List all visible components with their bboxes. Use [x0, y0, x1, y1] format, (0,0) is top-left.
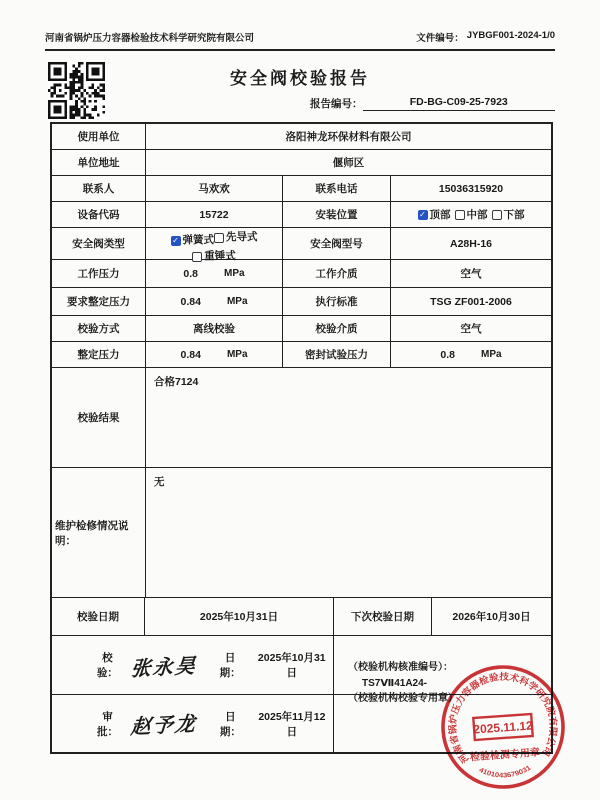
table-row: [52, 316, 551, 342]
valve-model-label: 安全阀型号: [283, 228, 391, 259]
next-date-value: 2026年10月30日: [452, 611, 531, 623]
table-row: [52, 176, 551, 202]
seal-pressure-label: 密封试验压力: [283, 342, 391, 367]
page-title: 安全阀校验报告: [230, 69, 370, 88]
maintenance-label: 维护检修情况说明：: [52, 468, 146, 597]
verify-signature: 张永昊: [129, 652, 198, 681]
table-row: [52, 150, 551, 176]
table-row: [52, 342, 551, 368]
stamp-number: 4101043679031: [477, 764, 532, 780]
install-option-bottom: [492, 207, 525, 222]
install-option-label: 下部: [503, 209, 525, 221]
table-row: [52, 694, 551, 752]
maintenance-value: 无: [154, 476, 165, 488]
test-medium-label: 校验介质: [283, 316, 391, 341]
next-date-label: 下次校验日期: [334, 598, 432, 635]
phone-label: 联系电话: [283, 176, 391, 201]
table-row: [52, 260, 551, 288]
install-option-label: 中部: [466, 209, 488, 221]
valve-type-pilot: [214, 230, 258, 246]
report-number-value: FD-BG-C09-25-7923: [363, 96, 556, 111]
table-row: [52, 598, 551, 636]
standard-label: 执行标准: [283, 288, 391, 315]
table-row: [52, 636, 551, 704]
table-row: [52, 124, 551, 150]
report-number: [310, 96, 555, 111]
result-label: 校验结果: [52, 368, 146, 467]
approve-label: 审批：: [96, 710, 118, 738]
valve-type-label: 安全阀类型: [52, 228, 146, 259]
pressure-number: 0.8: [183, 267, 199, 280]
work-medium-label: 工作介质: [283, 260, 391, 287]
verify-sign-date: 2025年10月31日: [257, 652, 326, 679]
valve-type-option-label: 先导式: [226, 231, 258, 243]
phone-value: 15036315920: [438, 182, 504, 195]
device-code-label: 设备代码: [52, 202, 146, 227]
device-code-value: 15722: [146, 202, 283, 227]
pressure-number: 0.8: [440, 348, 456, 361]
stamp-label: 检验检测专用章: [469, 747, 541, 764]
table-row: [52, 288, 551, 316]
address-label: 单位地址: [52, 150, 146, 175]
set-pressure-value: [146, 342, 283, 367]
verify-date-value: 2025年10月31日: [145, 598, 334, 635]
org-code-label: （校验机构核准编号）：: [348, 662, 453, 673]
table-row: [52, 468, 551, 598]
pressure-unit: MPa: [226, 296, 248, 307]
method-value: 离线校验: [146, 316, 283, 341]
page-header: [45, 30, 555, 51]
contact-label: 联系人: [52, 176, 146, 201]
req-set-pressure-label: 要求整定压力: [52, 288, 146, 315]
table-row: [52, 228, 551, 260]
checkbox-checked-icon: [418, 210, 428, 220]
company-name: 河南省锅炉压力容器检验技术科学研究院有限公司: [45, 33, 255, 44]
verify-signature-cell: [52, 636, 334, 694]
stamp-ring-text: 河南省锅炉压力容器检验技术科学研究院有限公司: [447, 671, 559, 765]
svg-text:4101043679031: [477, 763, 533, 781]
req-set-pressure-value: [146, 288, 283, 315]
table-row: [52, 368, 551, 468]
approve-sign-date: 2025年11月12日: [258, 710, 326, 738]
install-option-label: 顶部: [429, 209, 451, 221]
checkbox-unchecked-icon: [214, 233, 224, 243]
verify-sign-date-label: 日期：: [219, 652, 241, 679]
doc-number-value: JYBGF001-2024-1/0: [466, 30, 555, 41]
use-unit-label: 使用单位: [52, 124, 146, 149]
stamp-date: 2025.11.12: [472, 718, 534, 737]
result-value: 合格7124: [154, 376, 199, 388]
set-pressure-label: 整定压力: [52, 342, 146, 367]
work-pressure-label: 工作压力: [52, 260, 146, 287]
doc-number-label: 文件编号：: [416, 33, 464, 44]
work-medium-value: 空气: [460, 268, 482, 280]
checkbox-checked-icon: [171, 236, 181, 246]
valve-type-value: [146, 228, 283, 262]
approve-signature-cell: [52, 695, 334, 752]
org-code-value: TS7Ⅶ41A24-: [362, 677, 427, 689]
method-label: 校验方式: [52, 316, 146, 341]
pressure-unit: MPa: [481, 349, 502, 360]
use-unit-value: 洛阳神龙环保材料有限公司: [285, 131, 412, 143]
verify-label: 校验：: [96, 652, 118, 679]
work-pressure-value: [146, 260, 283, 287]
install-pos-value: [391, 202, 551, 227]
contact-value: 马欢欢: [146, 176, 283, 201]
checkbox-unchecked-icon: [492, 210, 502, 220]
checkbox-unchecked-icon: [455, 210, 465, 220]
pressure-number: 0.84: [180, 295, 201, 308]
standard-value: TSG ZF001-2006: [430, 295, 512, 308]
pressure-unit: MPa: [224, 268, 245, 279]
valve-type-option-label: 弹簧式: [182, 234, 214, 246]
report-table: [50, 122, 553, 754]
org-seal-note: （校验机构校验专用章）: [348, 693, 458, 704]
address-value: 偃师区: [332, 157, 365, 169]
approve-sign-date-label: 日期：: [219, 710, 241, 738]
table-row: [52, 202, 551, 228]
seal-pressure-value: [391, 342, 551, 367]
install-option-middle: [455, 207, 488, 222]
pressure-unit: MPa: [226, 349, 248, 360]
pressure-number: 0.84: [180, 348, 201, 361]
valve-type-option-label: 重锤式: [204, 249, 236, 262]
approve-signature: 赵予龙: [129, 711, 198, 739]
org-seal-cell-lower: [334, 695, 551, 752]
report-number-label: 报告编号：: [310, 98, 363, 110]
test-medium-value: 空气: [460, 323, 482, 335]
verify-date-label: 校验日期: [52, 598, 145, 635]
install-pos-label: 安装位置: [283, 202, 391, 227]
doc-number: [416, 30, 555, 44]
org-seal-cell: [334, 636, 551, 704]
install-option-top: [418, 207, 451, 222]
valve-type-spring: [171, 233, 215, 249]
valve-model-value: A28H-16: [449, 237, 493, 250]
